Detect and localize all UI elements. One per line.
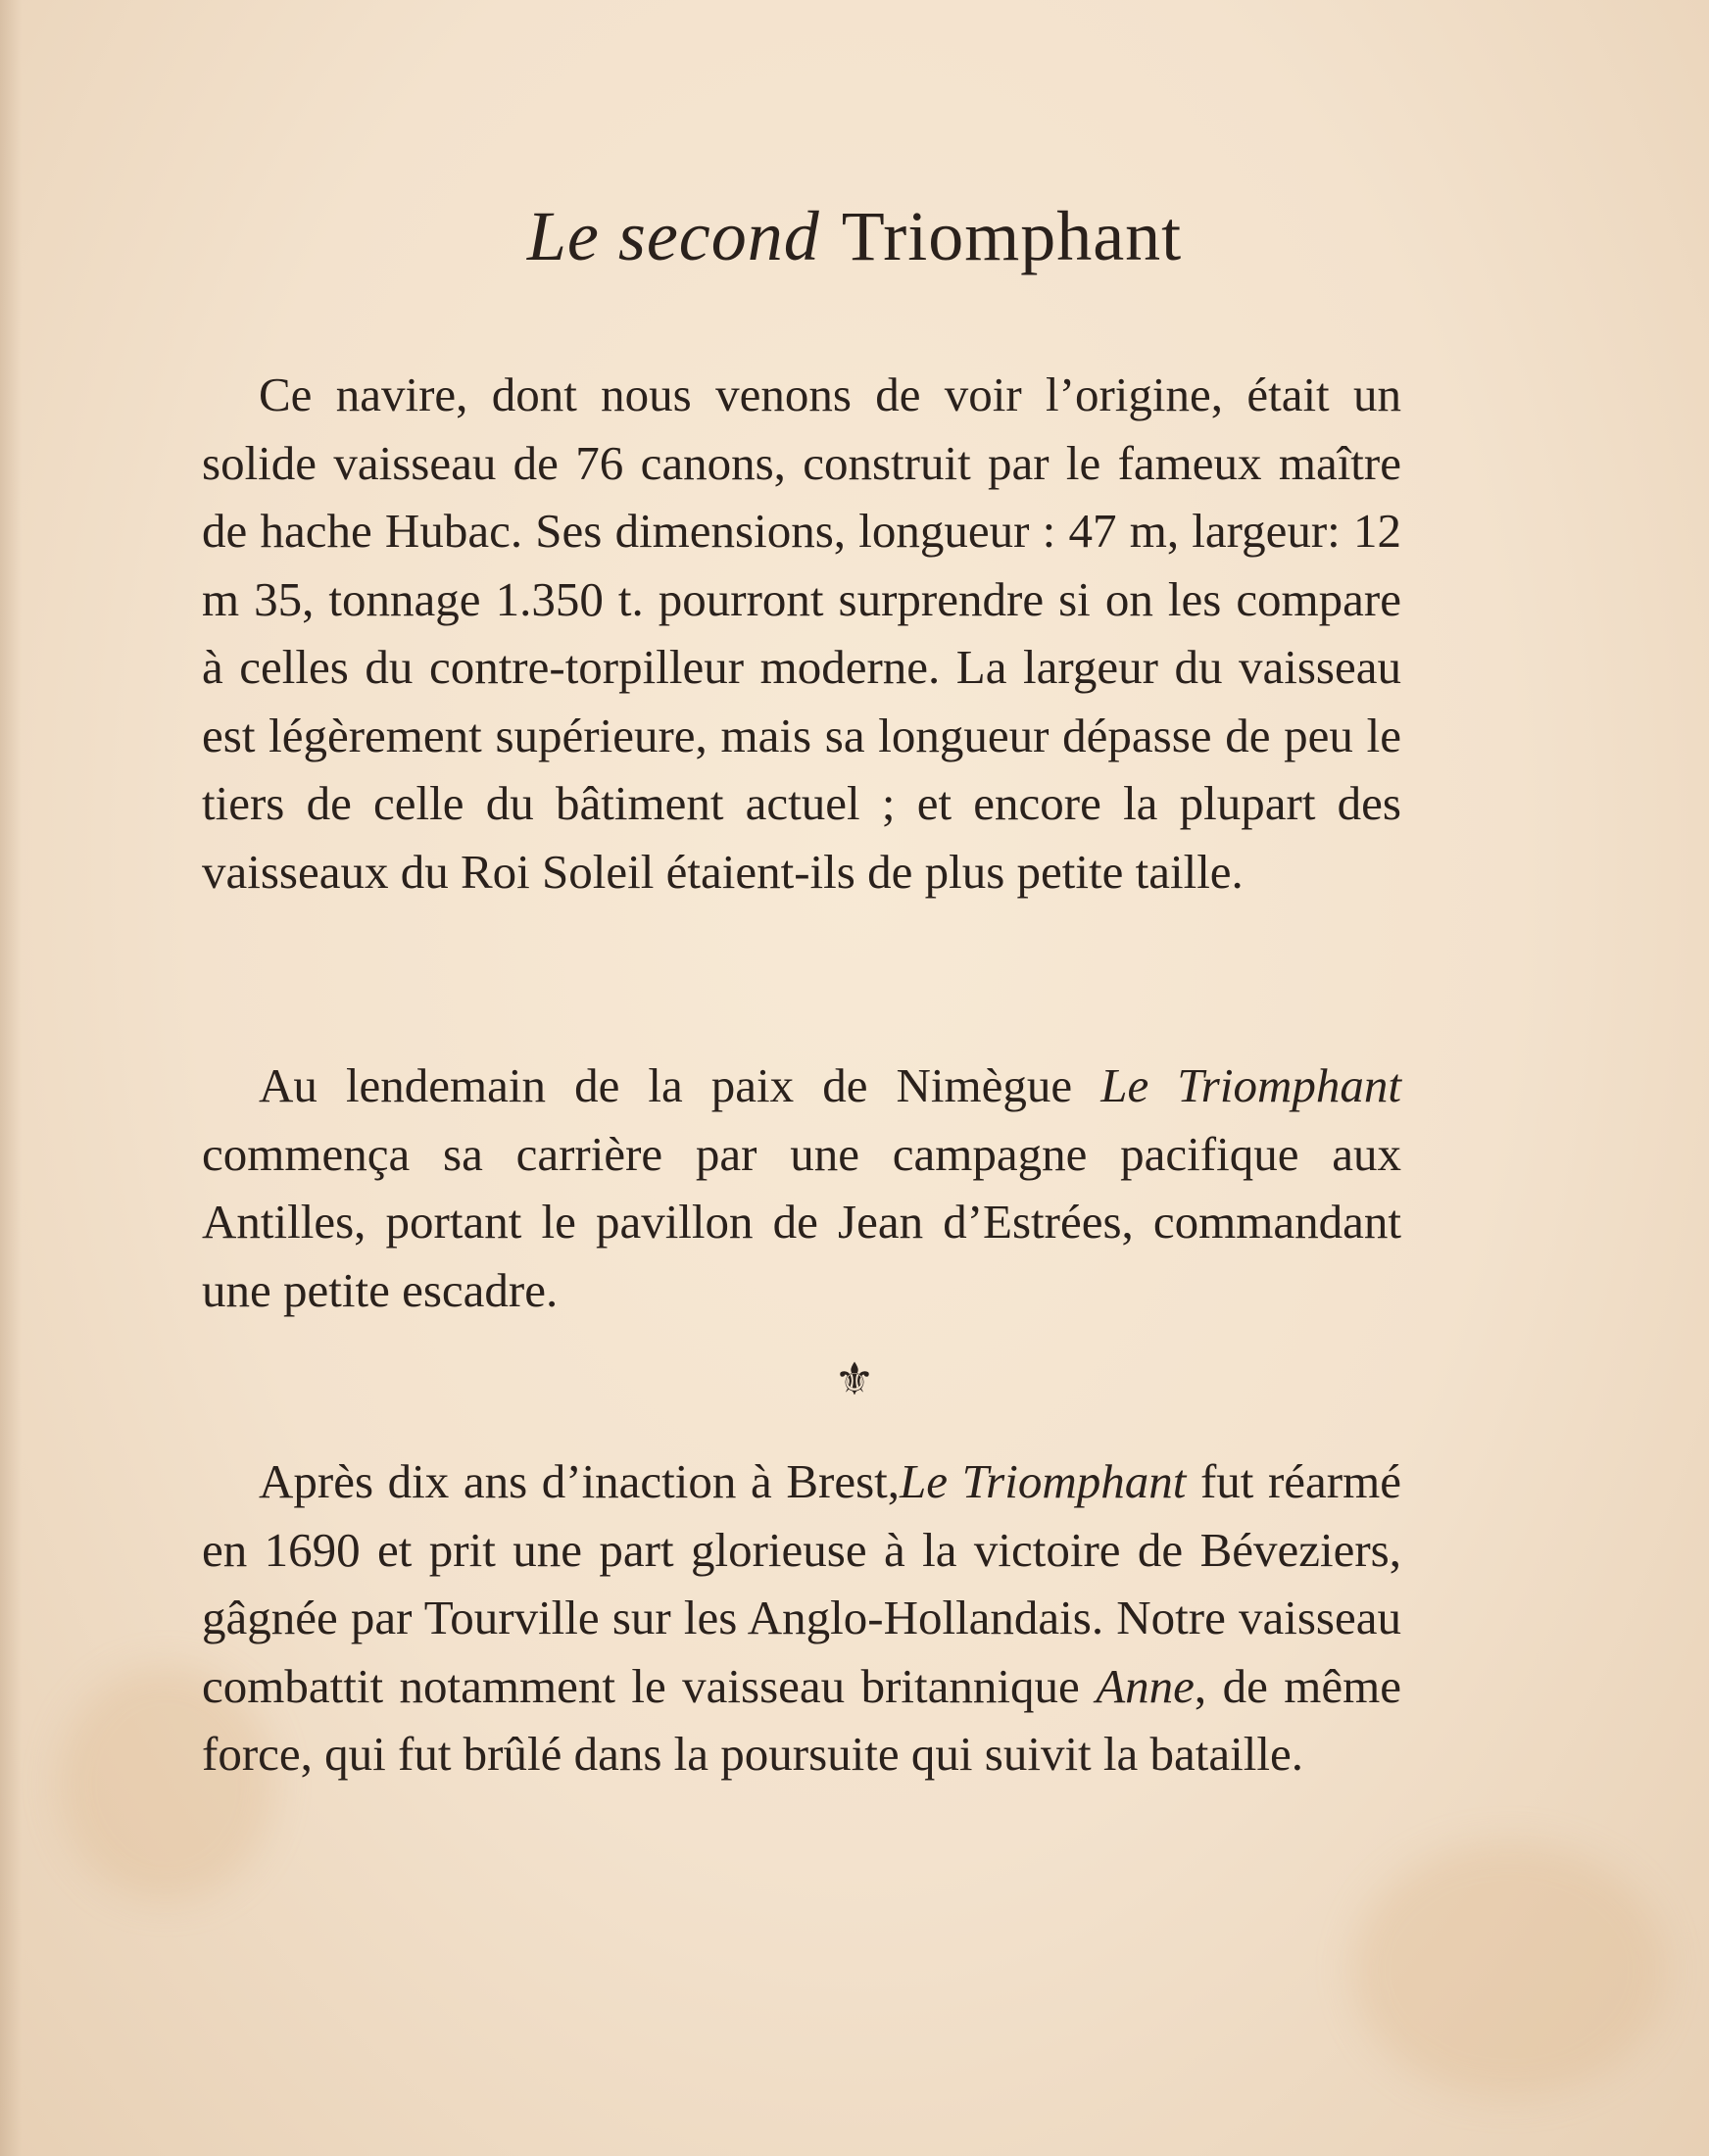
paragraph-text: Au lendemain de la paix de Nimègue <box>259 1058 1101 1112</box>
paragraph-1 <box>202 361 1401 906</box>
paragraph-text: fut réarmé en 1690 et prit une part glorieuse à la victoire de Béveziers, gâgnée par Tourville sur les Anglo-Hollandais. Notre vaisseau combattit notamment le vaisseau britannique <box>202 1454 1401 1713</box>
ship-name-italic: Anne <box>1096 1658 1195 1713</box>
ship-name-italic: Le Triomphant <box>1100 1058 1401 1112</box>
paragraph-text: , de même force, qui fut brûlé dans la poursuite qui suivit la bataille. <box>202 1658 1401 1781</box>
paragraph-text: commença sa carrière par une campagne pacifique aux Antilles, portant le pavillon de Jean d’Estrées, commandant une petite escadre. <box>202 1126 1401 1317</box>
fleur-de-lis-icon: ⚜ <box>834 1354 875 1404</box>
paper-stain <box>1352 1842 1666 2097</box>
page-title-italic: Le second <box>526 197 820 275</box>
paragraph-2 <box>202 1052 1401 1324</box>
paragraph-3 <box>202 1447 1401 1788</box>
page-title <box>0 196 1709 277</box>
paragraph-text: Ce navire, dont nous venons de voir l’origine, était un solide vaisseau de 76 canons, construit par le fameux maître de hache Hubac. Ses dimensions, longueur : 47 m, largeur: 12 m 35, tonnage 1.350 t. pourront surprendre si on les compare à celles du contre-torpilleur moderne. La largeur du vaisseau est légèrement supérieure, mais sa longueur dépasse de peu le tiers de celle du bâtiment actuel ; et encore la plupart des vaisseaux du Roi Soleil étaient-ils de plus petite taille. <box>202 368 1401 899</box>
ship-name-italic: Le Triomphant <box>900 1454 1187 1508</box>
paragraph-text: Après dix ans d’inaction à Brest, <box>259 1454 901 1508</box>
page-edge-shadow <box>0 0 22 2156</box>
page-title-main: Triomphant <box>841 197 1183 275</box>
